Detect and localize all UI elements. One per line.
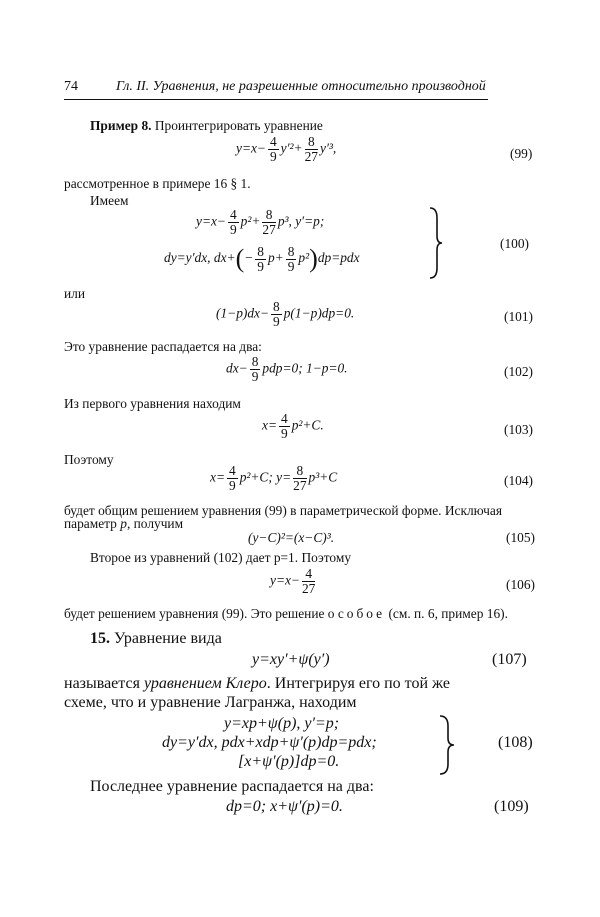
equation-number-108: (108): [498, 734, 533, 751]
equation-106: y=x− $\frac{4}{27}$: [270, 566, 316, 596]
equation-108-row-3: [x+ψ′(p)]dp=0.: [238, 753, 340, 770]
chapter-title: Гл. II. Уравнения, не разрешенные относительно производной: [116, 79, 486, 94]
equation-100-row-2: dy=y′dx, dx+(− $\frac{8}{9}$ p+ $\frac{8}{9}$ p²)dp=pdx: [164, 243, 360, 274]
paragraph: рассмотренное в примере 16 § 1.: [64, 176, 251, 191]
eq99-part: y′²+: [280, 140, 303, 156]
fraction: $\frac{4}{9}$: [269, 134, 277, 164]
equation-108-row-1: y=xp+ψ(p), y′=p;: [224, 715, 340, 732]
fraction: $\frac{8}{27}$: [304, 134, 318, 164]
running-header: [64, 79, 488, 100]
section-heading: [90, 630, 222, 648]
paragraph: Второе из уравнений (102) дает p=1. Поэтому: [90, 550, 352, 565]
fraction: $\frac{4}{27}$: [301, 566, 316, 596]
equation-99: [236, 135, 336, 164]
fraction: $\frac{8}{9}$: [273, 299, 280, 329]
paragraph: Поэтому: [64, 452, 114, 467]
equation-number-103: (103): [504, 422, 534, 437]
fraction: $\frac{8}{9}$: [287, 243, 295, 274]
paragraph: будет общим решением уравнения (99) в параметрической форме. Исключая: [64, 503, 502, 518]
equation-number-105: (105): [506, 530, 536, 545]
fraction: $\frac{8}{9}$: [257, 243, 264, 274]
equation-107: y=xy′+ψ(y′): [252, 651, 330, 668]
paragraph: схеме, что и уравнение Лагранжа, находим: [64, 694, 357, 711]
paragraph: параметр p, получим: [64, 516, 184, 531]
section-text: Уравнение вида: [110, 630, 222, 647]
paragraph: Имеем: [90, 193, 129, 208]
fraction: $\frac{4}{9}$: [280, 411, 288, 441]
paragraph: или: [64, 286, 86, 301]
equation-108-row-2: dy=y′dx, pdx+xdp+ψ′(p)dp=pdx;: [162, 734, 377, 751]
example-label: Пример 8.: [90, 118, 152, 133]
eq99-part: y=x−: [236, 140, 266, 156]
equation-104: x= $\frac{4}{9}$ p²+C; y= $\frac{8}{27}$ p³+C: [210, 463, 338, 493]
equation-103: x= $\frac{4}{9}$ p²+C.: [262, 411, 324, 441]
page-number: 74: [64, 79, 78, 94]
paragraph: Из первого уравнения находим: [64, 396, 241, 411]
fraction: $\frac{8}{9}$: [251, 354, 259, 384]
equation-number-109: (109): [494, 798, 529, 815]
example-text: Проинтегрировать уравнение: [151, 118, 323, 133]
eq99-part: y′³,: [320, 140, 337, 156]
right-brace-icon: [438, 714, 456, 776]
paragraph: Это уравнение распадается на два:: [64, 339, 262, 354]
equation-100-row-1: y=x− $\frac{4}{9}$ p²+ $\frac{8}{27}$ p³, y′=p;: [196, 207, 325, 237]
equation-number-104: (104): [504, 473, 534, 488]
fraction: $\frac{8}{27}$: [293, 463, 307, 493]
fraction: $\frac{4}{9}$: [228, 463, 236, 493]
right-brace-icon: [428, 206, 444, 280]
paragraph: Последнее уравнение распадается на два:: [90, 778, 374, 795]
equation-105: (y−C)²=(x−C)³.: [248, 530, 335, 545]
equation-number-102: (102): [504, 364, 534, 379]
equation-101: (1−p)dx− $\frac{8}{9}$ p(1−p)dp=0.: [216, 299, 355, 329]
section-number: 15.: [90, 630, 110, 647]
equation-number-99: (99): [510, 146, 533, 161]
paragraph: называется уравнением Клеро. Интегрируя его по той же: [64, 675, 450, 692]
equation-109: dp=0; x+ψ′(p)=0.: [226, 798, 343, 815]
equation-number-106: (106): [506, 577, 536, 592]
fraction: $\frac{4}{9}$: [229, 207, 237, 237]
equation-102: dx− $\frac{8}{9}$ pdp=0; 1−p=0.: [226, 354, 348, 384]
fraction: $\frac{8}{27}$: [262, 207, 276, 237]
equation-number-101: (101): [504, 309, 534, 324]
example-heading: [90, 118, 323, 134]
equation-number-107: (107): [492, 651, 527, 668]
equation-number-100: (100): [500, 236, 530, 251]
paragraph: будет решением уравнения (99). Это решение особое (см. п. 6, пример 16).: [64, 606, 508, 621]
